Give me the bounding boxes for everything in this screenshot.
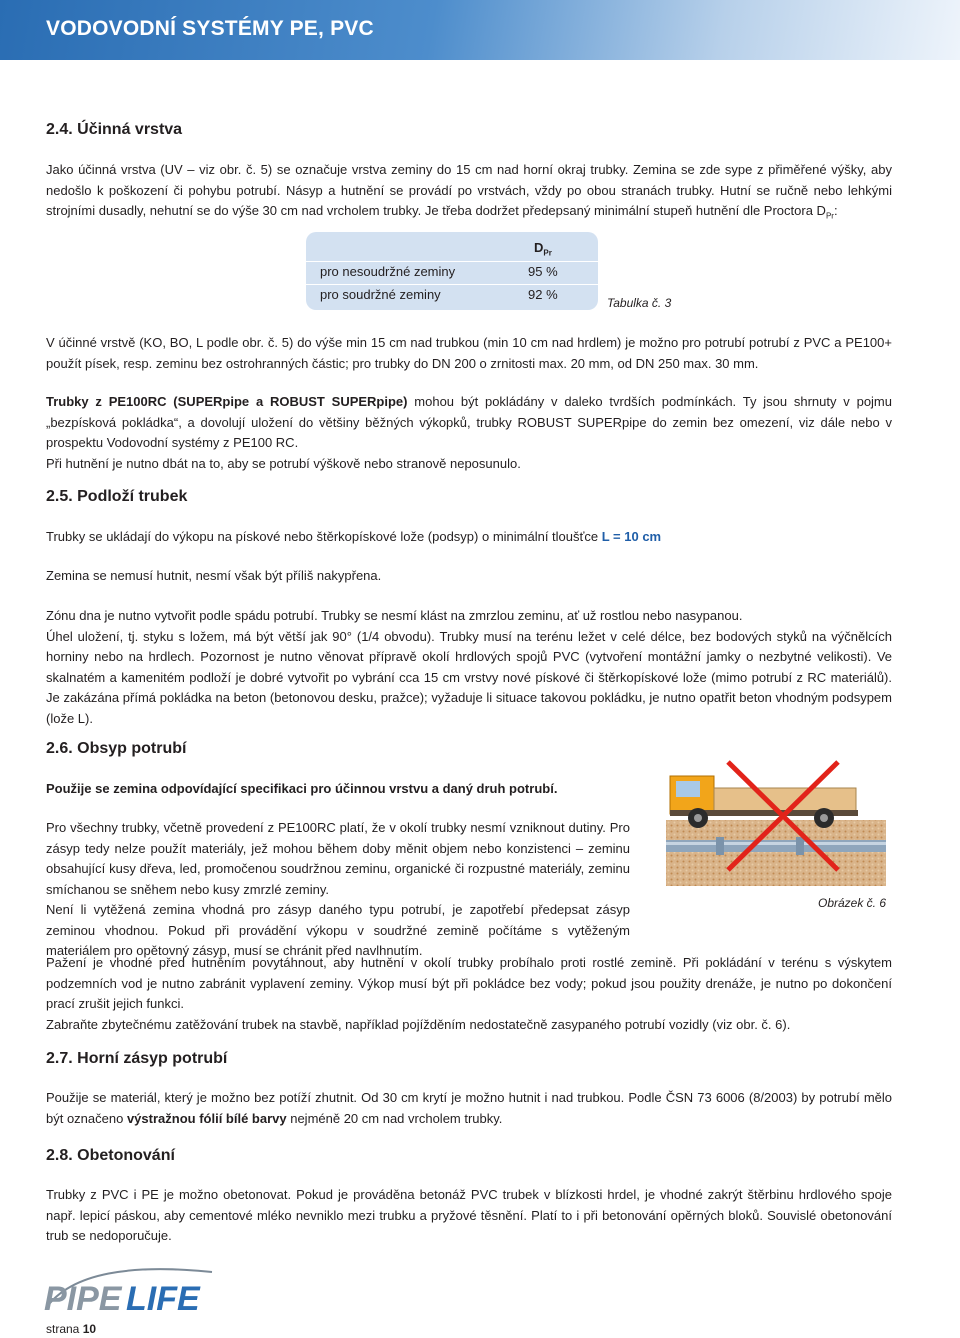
uv-paragraph <box>46 333 892 374</box>
s27-tail: nejméně 20 cm nad vrcholem trubky. <box>286 1110 503 1126</box>
pe100-rest: mohou být pokládány v daleko tvrdších podmínkách. Ty jsou shrnuty v pojmu „bezpísková pokládka“, a dovolují uložení do většiny běžných výkopků, trubky ROBUST SUPERpipe do zemin bez omezení, viz dále nebo v prospektu Vodovodní systémy z PE100 RC. <box>46 394 892 450</box>
table-row <box>306 285 598 307</box>
table-header-sub: Pr <box>543 248 552 258</box>
header-band <box>0 0 960 60</box>
s25-p1-highlight: L = 10 cm <box>601 529 662 544</box>
section-2-7-title: 2.7. Horní zásyp potrubí <box>46 1050 228 1067</box>
wheel-hub <box>694 814 702 822</box>
page-label: strana <box>46 1322 80 1336</box>
section-2-4-body: Jako účinná vrstva (UV – viz obr. č. 5) se označuje vrstva zeminy do 15 cm nad horní okraj trubky. Zemina se zde sype z přiměřené výšky, aby nedošlo k poškození či pohybu potrubí. Násyp a hutnění se provádí po vrstvách, vždy po obou stranách trubky. Hutní se ručně nebo lehkými strojními dusadly, nehutní se do výše 30 cm nad vrcholem trubky. Je třeba dodržet předepsaný minimální stupeň hutnění dle Proctora D <box>46 162 892 218</box>
table-row-value: 92 % <box>528 287 558 302</box>
table-header-main: D <box>534 240 544 255</box>
table-row-label: pro soudržné zeminy <box>320 287 441 302</box>
s27-text: Použije se materiál, který je možno bez potíží zhutnit. Od 30 cm krytí je možno hutnit i nad trubkou. Podle ČSN 73 6006 (8/2003) by potrubí mělo být označeno <box>46 1090 892 1126</box>
compaction-table <box>306 232 598 310</box>
section-2-5-p1 <box>46 527 892 548</box>
pipelife-logo <box>42 1262 222 1318</box>
s27-bold: výstražnou fólií bílé barvy <box>126 1110 287 1126</box>
s26-p2-text: Není li vytěžená zemina vhodná pro zásyp daného typu potrubí, je zapotřebí předepsat zásyp zeminou vhodnou. Pokud při provádění výkopu v soudržné zemině počítáme s vytěženým materiálem pro opětovný zásyp, musí se chránit před navlhnutím. <box>46 902 630 958</box>
pe100-line2: Při hutnění je nutno dbát na to, aby se potrubí výškově nebo stranově neposunulo. <box>46 455 521 471</box>
section-2-6-p1 <box>46 818 630 962</box>
pe100-bold: Trubky z PE100RC (SUPERpipe a ROBUST SUPERpipe) <box>46 394 408 409</box>
s26-p3-text: Pažení je vhodné před hutněním povytáhnout, aby hutnění v okolí trubky probíhalo proti rostlé zemině. Při pokládání v terénu s výskytem podzemních vod je nutno zabránit vyplavení zeminy. Výkop musí být při pokládce bez vody; pokud jsou použity drenáže, je nutno po dokončení prací zrušit jejich funkci. <box>46 955 892 1011</box>
s26-p4-text: Zabraňte zbytečnému zatěžování trubek na stavbě, například pojížděním nedostatečně zasypaného potrubí vozidly (viz obr. č. 6). <box>46 1016 791 1032</box>
pe100-paragraph <box>46 392 892 474</box>
pipe-socket <box>716 837 724 855</box>
table-caption: Tabulka č. 3 <box>607 296 672 310</box>
table-row-label: pro nesoudržné zeminy <box>320 264 456 279</box>
section-2-8-text <box>46 1185 892 1247</box>
uv-text: V účinné vrstvě (KO, BO, L podle obr. č. 5) do výše min 15 cm nad trubkou (min 10 cm nad hrdlem) je možno pro potrubí potrubí z PVC a PE100+ použít písek, resp. zeminu bez ostrohranných částic; pro trubky do DN 200 o zrnitosti max. 20 mm, od DN 250 max. 30 mm. <box>46 335 892 371</box>
s26-lead-text: Použije se zemina odpovídající specifikaci pro účinnou vrstvu a daný druh potrubí. <box>46 781 558 796</box>
s25-p1-text: Trubky se ukládají do výkopu na pískové nebo štěrkopískové lože (podsyp) o minimální tloušťce <box>46 529 602 544</box>
truck-over-pipe-figure <box>664 758 890 888</box>
page-number <box>46 1322 96 1336</box>
section-2-6-p3 <box>46 953 892 1035</box>
section-2-7-text <box>46 1088 892 1129</box>
pipe-socket <box>796 837 804 855</box>
section-2-6-title: 2.6. Obsyp potrubí <box>46 740 187 757</box>
figure-caption: Obrázek č. 6 <box>818 896 887 910</box>
logo-pipe-text: PIPE <box>44 1280 122 1318</box>
proctor-sub: Pr <box>825 211 834 221</box>
section-2-4-tail: : <box>833 203 838 218</box>
pipe-body <box>666 840 886 852</box>
table-column-header <box>534 240 552 258</box>
truck-bed <box>714 788 856 812</box>
s25-p3-text: Zónu dna je nutno vytvořit podle spádu potrubí. Trubky se nesmí klást na zmrzlou zeminu, ať už rostlou nebo nasypanou. <box>46 608 743 623</box>
section-2-4-text <box>46 160 892 227</box>
s26-p1-text: Pro všechny trubky, včetně provedení z PE100RC platí, že v okolí trubky nesmí vzniknout dutiny. Pro zásyp tedy nelze použít materiály, jež mohou během doby měnit objem nebo konzistenci – zeminu obsahující kusy dřeva, led, promočenou soudržnou zeminu, organické či rozpustné materiály, zeminu smíchanou se sněhem nebo kusy zmrzlé zeminy. <box>46 820 630 897</box>
table-row-value: 95 % <box>528 264 558 279</box>
header-title: VODOVODNÍ SYSTÉMY PE, PVC <box>46 17 374 40</box>
s28-text: Trubky z PVC i PE je možno obetonovat. Pokud je prováděna betonáž PVC trubek v blízkosti hrdel, je vhodné zakrýt štěrbinu hrdlového spoje např. lepicí páskou, aby cementové mléko nevniklo mezi trubku a pryžové těsnění. Platí to i při betonování opěrných bloků. Souvislé obetonování trub se nedoporučuje. <box>46 1187 892 1243</box>
section-2-4-title: 2.4. Účinná vrstva <box>46 121 183 138</box>
wheel-hub <box>820 814 828 822</box>
s25-p2-text: Zemina se nemusí hutnit, nesmí však být příliš nakypřena. <box>46 568 382 583</box>
soil-layer <box>666 820 886 886</box>
pipe-highlight <box>666 842 886 845</box>
logo-life-text: LIFE <box>126 1280 200 1318</box>
section-2-8-title: 2.8. Obetonování <box>46 1147 175 1164</box>
page-number-value: 10 <box>82 1322 97 1336</box>
table-row <box>306 262 598 284</box>
section-2-5-p2 <box>46 566 892 587</box>
section-2-5-title: 2.5. Podloží trubek <box>46 488 188 505</box>
section-2-5-p3 <box>46 606 892 729</box>
s25-p4-text: Úhel uložení, tj. styku s ložem, má být větší jak 90° (1/4 obvodu). Trubky musí na terénu ležet v celé délce, bez bodových styků na výčnělcích horniny nebo na hrdlech. Pozornost je nutno věnovat přípravě okolí hrdlových spojů PVC (vytvoření montážní jamky o nezbytné velikosti). Ve skalnatém a kamenitém podloží je dobré vytvořit po vybrání cca 15 cm vrstvy nové pískové či štěrkopískové lože (mimo potrubí z RC materiálů). Je zakázána přímá pokládka na beton (betonovou desku, pražce); vyžaduje li situace takovou pokládku, je nutno opatřit beton vhodným podsypem (lože L). <box>46 628 892 726</box>
truck-window <box>676 781 700 797</box>
